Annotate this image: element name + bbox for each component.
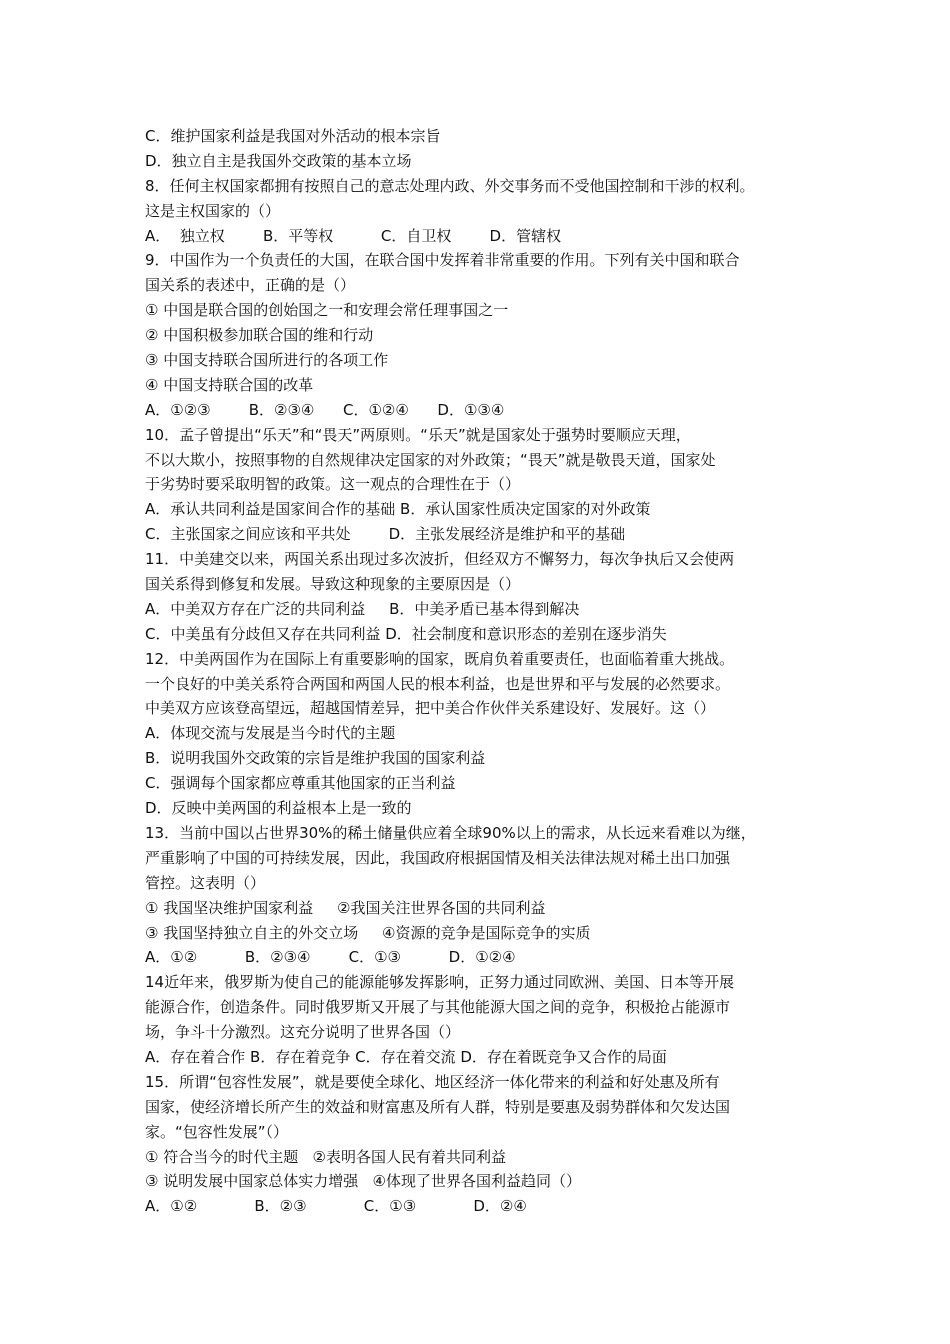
text-line: C．强调每个国家都应尊重其他国家的正当利益 — [145, 774, 456, 793]
text-line: A．承认共同利益是国家间合作的基础 B．承认国家性质决定国家的对外政策 — [145, 500, 651, 519]
text-line: C．主张国家之间应该和平共处 D．主张发展经济是维护和平的基础 — [145, 525, 626, 544]
text-line: 能源合作，创造条件。同时俄罗斯又开展了与其他能源大国之间的竞争，积极抢占能源市 — [145, 998, 731, 1017]
text-line: 国关系的表述中，正确的是（） — [145, 276, 356, 295]
text-line: ③ 我国坚持独立自主的外交立场 ④资源的竞争是国际竞争的实质 — [145, 923, 591, 942]
text-line: 于劣势时要采取明智的政策。这一观点的合理性在于（） — [145, 475, 521, 494]
text-line: 8．任何主权国家都拥有按照自己的意志处理内政、外交事务而不受他国控制和干涉的权利。 — [145, 176, 755, 195]
text-line: A． 独立权 B．平等权 C．自卫权 D．管辖权 — [145, 226, 562, 245]
text-line: 中美双方应该登高望远，超越国情差异，把中美合作伙伴关系建设好、发展好。这（） — [145, 699, 716, 718]
text-line: ① 我国坚决维护国家利益 ②我国关注世界各国的共同利益 — [145, 898, 546, 917]
text-line: 这是主权国家的（） — [145, 201, 281, 220]
text-line: 国关系得到修复和发展。导致这种现象的主要原因是（） — [145, 575, 521, 594]
text-line: ③ 中国支持联合国所进行的各项工作 — [145, 351, 389, 370]
text-line: A．①② B．②③④ C．①③ D．①②④ — [145, 948, 516, 967]
text-line: ① 符合当今的时代主题 ②表明各国人民有着共同利益 — [145, 1147, 506, 1166]
text-line: A．①② B．②③ C．①③ D．②④ — [145, 1197, 527, 1216]
text-line: 不以大欺小，按照事物的自然规律决定国家的对外政策；“畏天”就是敬畏天道，国家处 — [145, 450, 716, 469]
text-line: 家。“包容性发展”（） — [145, 1122, 289, 1141]
text-line: A．中美双方存在广泛的共同利益 B．中美矛盾已基本得到解决 — [145, 599, 580, 618]
text-line: A．存在着合作 B．存在着竞争 C．存在着交流 D．存在着既竞争又合作的局面 — [145, 1047, 667, 1066]
text-line: 一个良好的中美关系符合两国和两国人民的根本利益，也是世界和平与发展的必然要求。 — [145, 674, 731, 693]
text-line: C．维护国家利益是我国对外活动的根本宗旨 — [145, 127, 441, 145]
text-line: D．反映中美两国的利益根本上是一致的 — [145, 799, 412, 818]
text-line: 国家，使经济增长所产生的效益和财富惠及所有人群，特别是要惠及弱势群体和欠发达国 — [145, 1097, 731, 1116]
text-line: ④ 中国支持联合国的改革 — [145, 375, 314, 394]
text-line: 11．中美建交以来，两国关系出现过多次波折，但经双方不懈努力，每次争执后又会使两 — [145, 550, 735, 569]
text-line: 场，争斗十分激烈。这充分说明了世界各国（） — [145, 1023, 461, 1042]
text-line: 12．中美两国作为在国际上有重要影响的国家，既肩负着重要责任，也面临着重大挑战。 — [145, 649, 735, 668]
text-line: ③ 说明发展中国家总体实力增强 ④体现了世界各国利益趋同（） — [145, 1172, 581, 1191]
text-line: 13．当前中国以占世界30%的稀土储量供应着全球90%以上的需求，从长远来看难以为继， — [145, 823, 756, 842]
text-line: A．①②③ B．②③④ C．①②④ D．①③④ — [145, 400, 505, 419]
text-line: A．体现交流与发展是当今时代的主题 — [145, 724, 396, 743]
text-line: 管控。这表明（） — [145, 873, 266, 892]
text-line: 严重影响了中国的可持续发展，因此，我国政府根据国情及相关法律法规对稀土出口加强 — [145, 848, 731, 867]
text-line: ① 中国是联合国的创始国之一和安理会常任理事国之一 — [145, 301, 509, 320]
text-line: 15．所谓“包容性发展”，就是要使全球化、地区经济一体化带来的利益和好处惠及所有 — [145, 1072, 720, 1091]
text-line: 9．中国作为一个负责任的大国，在联合国中发挥着非常重要的作用。下列有关中国和联合 — [145, 251, 740, 270]
text-line: B．说明我国外交政策的宗旨是维护我国的国家利益 — [145, 749, 486, 768]
text-line: 10．孟子曾提出“乐天”和“畏天”两原则。“乐天”就是国家处于强势时要顺应天理， — [145, 425, 691, 444]
text-line: ② 中国积极参加联合国的维和行动 — [145, 326, 374, 345]
document-page — [145, 124, 835, 1219]
text-line: D．独立自主是我国外交政策的基本立场 — [145, 151, 412, 170]
text-line: 14近年来，俄罗斯为使自己的能源能够发挥影响，正努力通过同欧洲、美国、日本等开展 — [145, 973, 735, 992]
text-line: C．中美虽有分歧但又存在共同利益 D．社会制度和意识形态的差别在逐步消失 — [145, 624, 667, 643]
